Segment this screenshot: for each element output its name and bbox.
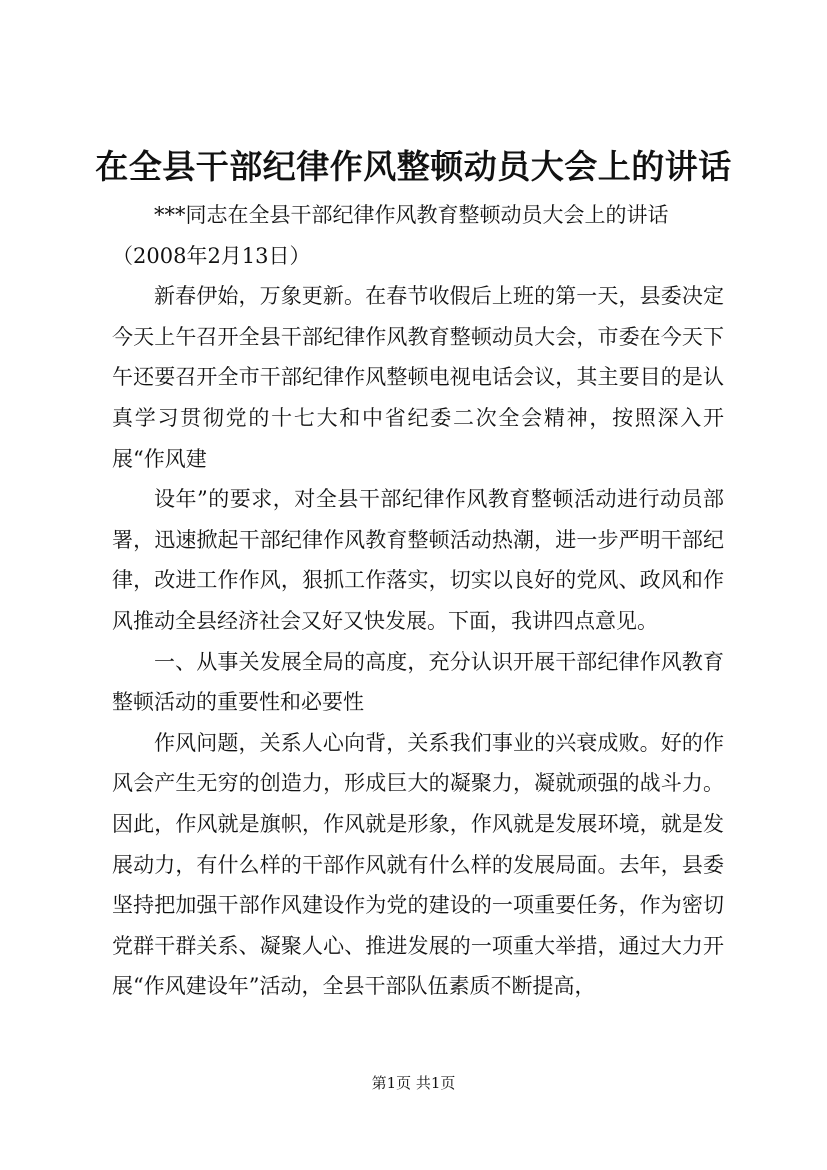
section-heading: 一、从事关发展全局的高度，充分认识开展干部纪律作风教育整顿活动的重要性和必要性 (112, 649, 724, 715)
paragraph: 设年”的要求，对全县干部纪律作风教育整顿活动进行动员部署，迅速掀起干部纪律作风教育整顿活动热潮，进一步严明干部纪律，改进工作作风，狠抓工作落实，切实以良好的党风、政风和作风推动全县经济社会又好又快发展。下面，我讲四点意见。 (112, 487, 724, 633)
document-title: 在全县干部纪律作风整顿动员大会上的讲话 (95, 147, 732, 186)
document-body (112, 195, 724, 1007)
paragraph: 新春伊始，万象更新。在春节收假后上班的第一天，县委决定今天上午召开全县干部纪律作风教育整顿动员大会，市委在今天下午还要召开全市干部纪律作风整顿电视电话会议，其主要目的是认真学习贯彻党的十七大和中省纪委二次全会精神，按照深入开展“作风建 (112, 284, 724, 471)
paragraph: 作风问题，关系人心向背，关系我们事业的兴衰成败。好的作风会产生无穷的创造力，形成巨大的凝聚力，凝就顽强的战斗力。因此，作风就是旗帜，作风就是形象，作风就是发展环境，就是发展动力，有什么样的干部作风就有什么样的发展局面。去年，县委坚持把加强干部作风建设作为党的建设的一项重要任务，作为密切党群干群关系、凝聚人心、推进发展的一项重大举措，通过大力开展“作风建设年”活动，全县干部队伍素质不断提高， (112, 730, 724, 999)
speech-date: （2008年2月13日） (112, 243, 311, 268)
speech-subtitle: ***同志在全县干部纪律作风教育整顿动员大会上的讲话 (154, 203, 669, 227)
page-footer: 第1页 共1页 (371, 1074, 456, 1092)
